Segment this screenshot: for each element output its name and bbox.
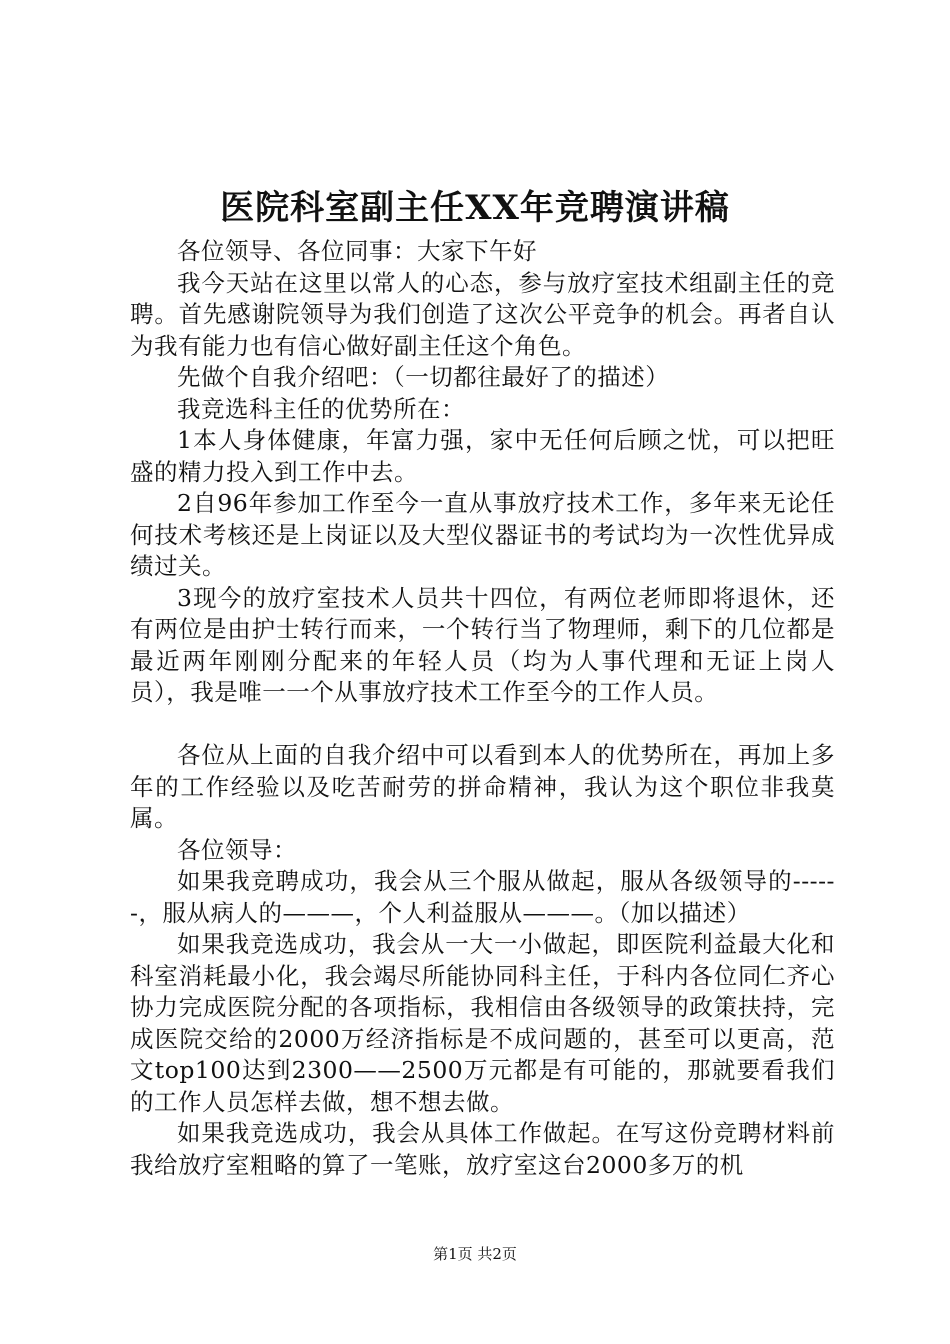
paragraph-address-leaders: 各位领导： xyxy=(177,835,297,864)
document-body xyxy=(130,236,835,1181)
paragraph-greeting: 各位领导、各位同事：大家下午好 xyxy=(177,237,537,265)
paragraph-summary: 各位从上面的自我介绍中可以看到本人的优势所在，再加上多年的工作经验以及吃苦耐劳的拼命精神，我认为这个职位非我莫属。 xyxy=(130,741,835,832)
paragraph-advantage-1: 1本人身体健康，年富力强，家中无任何后顾之忧，可以把旺盛的精力投入到工作中去。 xyxy=(130,426,835,486)
paragraph-specific-work: 如果我竞选成功，我会从具体工作做起。在写这份竞聘材料前我给放疗室粗略的算了一笔账，放疗室这台2000多万的机 xyxy=(130,1119,835,1179)
page-number-footer: 第1页 共2页 xyxy=(433,1245,517,1263)
paragraph-intro: 我今天站在这里以常人的心态，参与放疗室技术组副主任的竞聘。首先感谢院领导为我们创造了这次公平竞争的机会。再者自认为我有能力也有信心做好副主任这个角色。 xyxy=(130,268,835,360)
paragraph-one-big-one-small: 如果我竞选成功，我会从一大一小做起，即医院利益最大化和科室消耗最小化，我会竭尽所能协同科主任，于科内各位同仁齐心协力完成医院分配的各项指标，我相信由各级领导的政策扶持，完成医院交给的2000万经济指标是不成问题的，甚至可以更高，范文top100达到2300——2500万元都是有可能的，那就要看我们的工作人员怎样去做，想不想去做。 xyxy=(130,930,835,1116)
document-title: 医院科室副主任XX年竞聘演讲稿 xyxy=(220,188,730,228)
paragraph-advantage-2: 2自96年参加工作至今一直从事放疗技术工作，多年来无论任何技术考核还是上岗证以及大型仪器证书的考试均为一次性优异成绩过关。 xyxy=(130,489,835,580)
paragraph-self-intro: 先做个自我介绍吧：（一切都往最好了的描述） xyxy=(177,363,670,391)
paragraph-three-obeys: 如果我竞聘成功，我会从三个服从做起，服从各级领导的------，服从病人的———，个人利益服从———。（加以描述） xyxy=(130,867,835,927)
paragraph-spacer xyxy=(130,709,835,741)
paragraph-advantages-heading: 我竞选科主任的优势所在： xyxy=(177,394,465,423)
paragraph-advantage-3: 3现今的放疗室技术人员共十四位，有两位老师即将退休，还有两位是由护士转行而来，一个转行当了物理师，剩下的几位都是最近两年刚刚分配来的年轻人员（均为人事代理和无证上岗人员），我是唯一一个从事放疗技术工作至今的工作人员。 xyxy=(130,583,835,706)
